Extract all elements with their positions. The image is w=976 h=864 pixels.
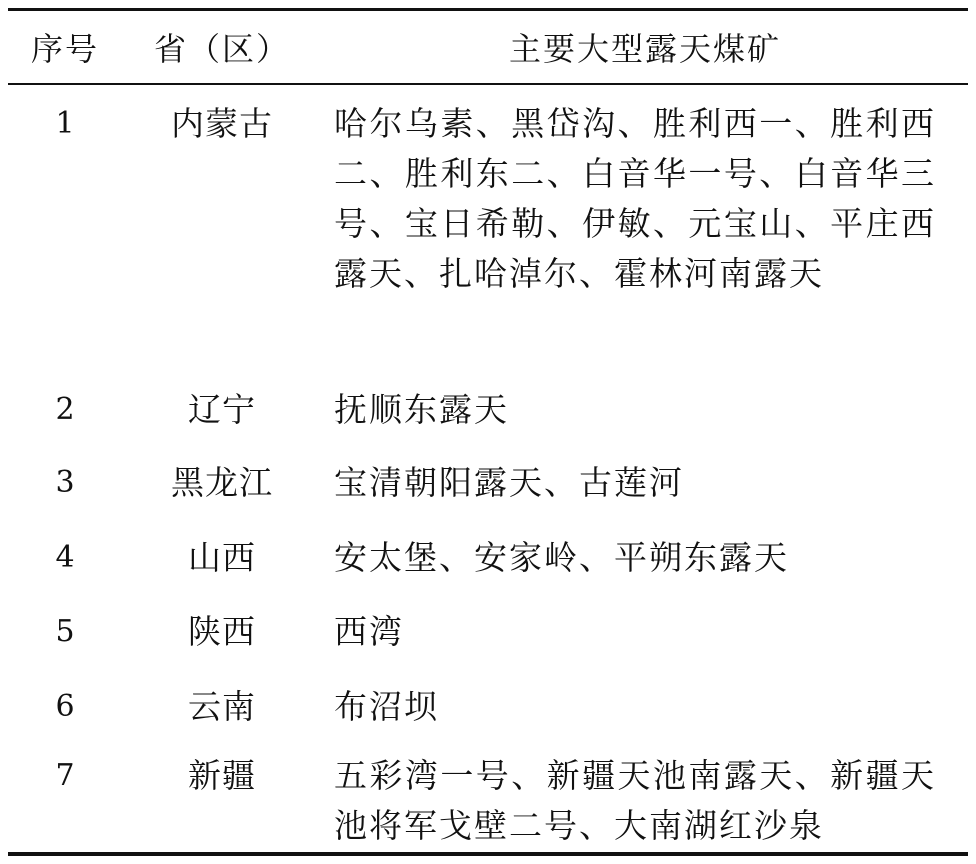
table-row xyxy=(8,751,968,851)
table-row xyxy=(8,458,968,508)
row-mines: 布沼坝 xyxy=(334,687,439,726)
table-row xyxy=(8,385,968,435)
row-mines: 哈尔乌素、黑岱沟、胜利西一、胜利西二、胜利东二、白音华一号、白音华三号、宝日希勒、伊敏、元宝山、平庄西露天、扎哈淖尔、霍林河南露天 xyxy=(334,104,936,293)
row-province: 内蒙古 xyxy=(171,104,273,143)
table-row xyxy=(8,533,968,583)
row-province: 陕西 xyxy=(188,612,256,651)
row-mines: 西湾 xyxy=(334,612,404,651)
table-header-row xyxy=(8,11,968,83)
table-row xyxy=(8,99,968,299)
row-province: 新疆 xyxy=(188,756,256,795)
row-no: 4 xyxy=(55,540,75,575)
row-mines: 五彩湾一号、新疆天池南露天、新疆天池将军戈壁二号、大南湖红沙泉 xyxy=(334,756,936,845)
table-row xyxy=(8,607,968,657)
table-row xyxy=(8,682,968,732)
mines-table xyxy=(8,8,968,845)
header-province: 省（区） xyxy=(153,30,290,68)
row-no: 5 xyxy=(55,614,75,649)
row-province: 云南 xyxy=(188,687,256,726)
row-province: 黑龙江 xyxy=(171,463,273,502)
row-no: 3 xyxy=(55,465,75,500)
header-no: 序号 xyxy=(30,30,99,68)
row-no: 7 xyxy=(55,758,75,793)
row-mines: 安太堡、安家岭、平朔东露天 xyxy=(334,538,789,577)
row-no: 6 xyxy=(55,689,75,724)
header-mines: 主要大型露天煤矿 xyxy=(508,30,781,68)
table-header-rule xyxy=(8,83,968,85)
row-mines: 宝清朝阳露天、古莲河 xyxy=(334,463,684,502)
row-mines: 抚顺东露天 xyxy=(334,390,509,429)
row-province: 山西 xyxy=(188,538,256,577)
row-province: 辽宁 xyxy=(188,390,256,429)
table-bottom-rule xyxy=(8,852,968,856)
row-no: 2 xyxy=(55,392,75,427)
row-no: 1 xyxy=(55,106,75,141)
